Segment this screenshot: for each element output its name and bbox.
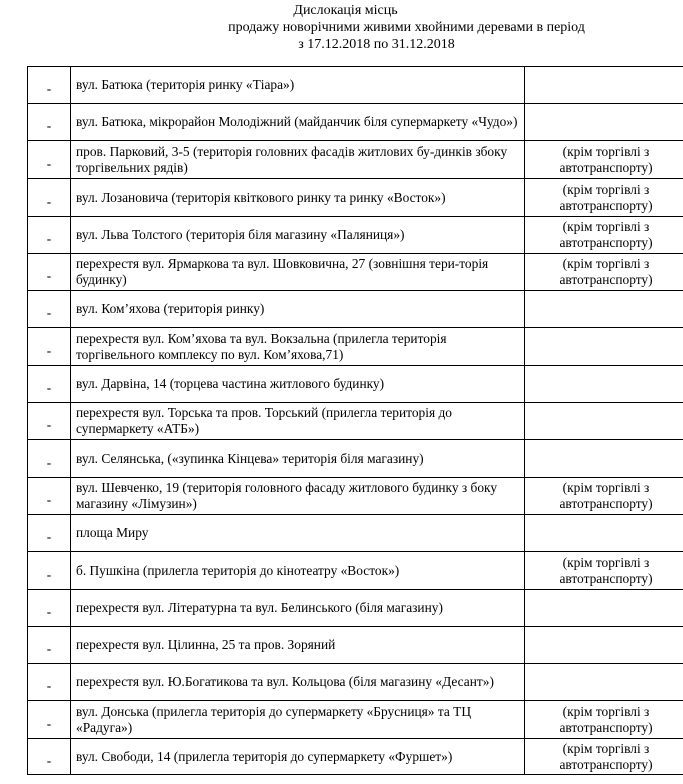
row-marker-text: - [46,715,52,731]
table-row [28,440,683,478]
row-note [525,67,683,104]
row-location-text: площа Миру [76,525,149,540]
row-marker-text: - [46,268,52,283]
table-row [28,739,683,775]
row-location [71,328,525,366]
row-note-text: (крім торгівлі з автотранспорту) [559,143,653,175]
row-note [525,440,683,478]
row-location [71,627,525,664]
locations-table [27,66,683,775]
locations-table-body [28,67,683,775]
row-location [71,104,525,141]
table-row [28,515,683,552]
row-marker [28,328,71,366]
row-note-text: (крім торгівлі з автотранспорту) [559,480,653,511]
row-marker-text: - [46,305,52,320]
row-location-text: вул. Батюка (територія ринку «Тіара») [76,77,295,92]
row-marker [28,739,71,775]
row-marker-text: - [46,380,52,395]
row-marker-text: - [46,417,52,432]
row-marker [28,291,71,328]
row-marker-text: - [46,81,52,96]
row-note [525,552,683,590]
header-subtitle: продажу новорічними живими хвойними деревами в період [228,20,585,35]
row-location-text: вул. Льва Толстого (територія біля магазину «Паляниця») [76,227,405,242]
table-row [28,328,683,366]
row-note [525,478,683,515]
row-location [71,590,525,627]
row-marker-text: - [46,641,52,656]
row-marker [28,217,71,254]
row-location [71,552,525,590]
table-row [28,664,683,701]
table-row [28,403,683,440]
row-marker [28,141,71,179]
row-location-text: перехрестя вул. Цілинна, 25 та пров. Зоряний [76,637,336,652]
row-location-text: перехрестя вул. Ярмаркова та вул. Шовковична, 27 (зовнішня тери-торія будинку) [76,256,489,287]
row-marker-text: - [46,492,52,507]
row-marker-text: - [46,231,52,246]
table-row [28,552,683,590]
row-note [525,590,683,627]
row-marker [28,440,71,478]
row-note [525,366,683,403]
row-note [525,739,683,775]
row-location-text: перехрестя вул. Ком’яхова та вул. Вокзальна (прилегла територія торгівельного комплексу по вул. Ком’яхова,71) [76,330,447,362]
row-note [525,291,683,328]
row-location-text: вул. Батюка, мікрорайон Молодіжний (майданчик біля супермаркету «Чудо») [76,114,518,129]
row-marker [28,701,71,739]
row-note [525,179,683,217]
row-location-text: перехрестя вул. Торська та пров. Торський (прилегла територія до супермаркету «АТБ») [76,405,452,436]
row-marker-text: - [46,155,52,171]
row-marker [28,67,71,104]
row-location-text: перехрестя вул. Ю.Богатикова та вул. Кольцова (біля магазину «Десант») [76,674,494,689]
row-location [71,478,525,515]
row-location [71,67,525,104]
row-marker [28,104,71,141]
row-marker-text: - [46,678,52,693]
row-note [525,328,683,366]
row-marker [28,179,71,217]
row-marker-text: - [46,566,52,582]
row-marker-text: - [46,752,52,768]
table-row [28,478,683,515]
row-marker [28,515,71,552]
table-row [28,366,683,403]
row-note [525,254,683,291]
row-marker [28,366,71,403]
row-note-text: (крім торгівлі з автотранспорту) [559,703,653,735]
row-location [71,254,525,291]
table-row [28,67,683,104]
header-period: з 17.12.2018 по 31.12.2018 [298,37,455,52]
row-note [525,141,683,179]
table-row [28,291,683,328]
row-note [525,217,683,254]
row-marker [28,627,71,664]
table-row [28,590,683,627]
table-row [28,141,683,179]
row-marker [28,552,71,590]
row-marker-text: - [46,118,52,133]
row-marker-text: - [46,529,52,544]
row-note [525,515,683,552]
row-location [71,403,525,440]
row-location [71,291,525,328]
row-location-text: вул. Лозановича (територія квіткового ринку та ринку «Восток») [76,189,446,205]
row-marker [28,403,71,440]
row-location [71,739,525,775]
row-location-text: вул. Селянська, («зупинка Кінцева» територія біля магазину) [76,450,424,466]
row-note-text: (крім торгівлі з автотранспорту) [559,740,653,772]
row-note [525,664,683,701]
row-location [71,217,525,254]
row-location [71,179,525,217]
table-row [28,701,683,739]
row-note-text: (крім торгівлі з автотранспорту) [559,554,653,586]
row-marker [28,254,71,291]
row-location-text: пров. Парковий, 3-5 (територія головних фасадів житлових бу-динків збоку торгівельних рядів) [76,143,508,175]
row-location-text: перехрестя вул. Літературна та вул. Белинського (біля магазину) [76,600,443,615]
row-marker-text: - [46,193,52,209]
row-location-text: вул. Дарвіна, 14 (торцева частина житлового будинку) [76,376,385,391]
row-location-text: вул. Свободи, 14 (прилегла територія до супермаркету «Фуршет») [76,748,453,764]
row-marker [28,478,71,515]
row-marker [28,664,71,701]
row-location [71,141,525,179]
row-note [525,104,683,141]
row-location [71,701,525,739]
row-note [525,403,683,440]
header-title: Дислокація місць [293,3,398,18]
row-location [71,664,525,701]
row-note-text: (крім торгівлі з автотранспорту) [559,219,653,250]
row-location [71,515,525,552]
row-marker [28,590,71,627]
row-location [71,366,525,403]
row-marker-text: - [46,454,52,470]
row-note [525,701,683,739]
table-row [28,217,683,254]
document-header [0,0,683,53]
table-row [28,179,683,217]
row-location-text: вул. Донська (прилегла територія до супермаркету «Брусниця» та ТЦ «Радуга») [76,703,472,735]
row-marker-text: - [46,604,52,619]
row-location [71,440,525,478]
row-note [525,627,683,664]
row-marker-text: - [46,342,52,358]
table-row [28,254,683,291]
row-note-text: (крім торгівлі з автотранспорту) [559,181,653,213]
table-row [28,104,683,141]
row-note-text: (крім торгівлі з автотранспорту) [559,256,653,287]
row-location-text: б. Пушкіна (прилегла територія до кінотеатру «Восток») [76,562,400,578]
table-row [28,627,683,664]
row-location-text: вул. Шевченко, 19 (територія головного фасаду житлового будинку з боку магазину «Лімузин») [76,480,498,511]
row-location-text: вул. Ком’яхова (територія ринку) [76,301,265,316]
